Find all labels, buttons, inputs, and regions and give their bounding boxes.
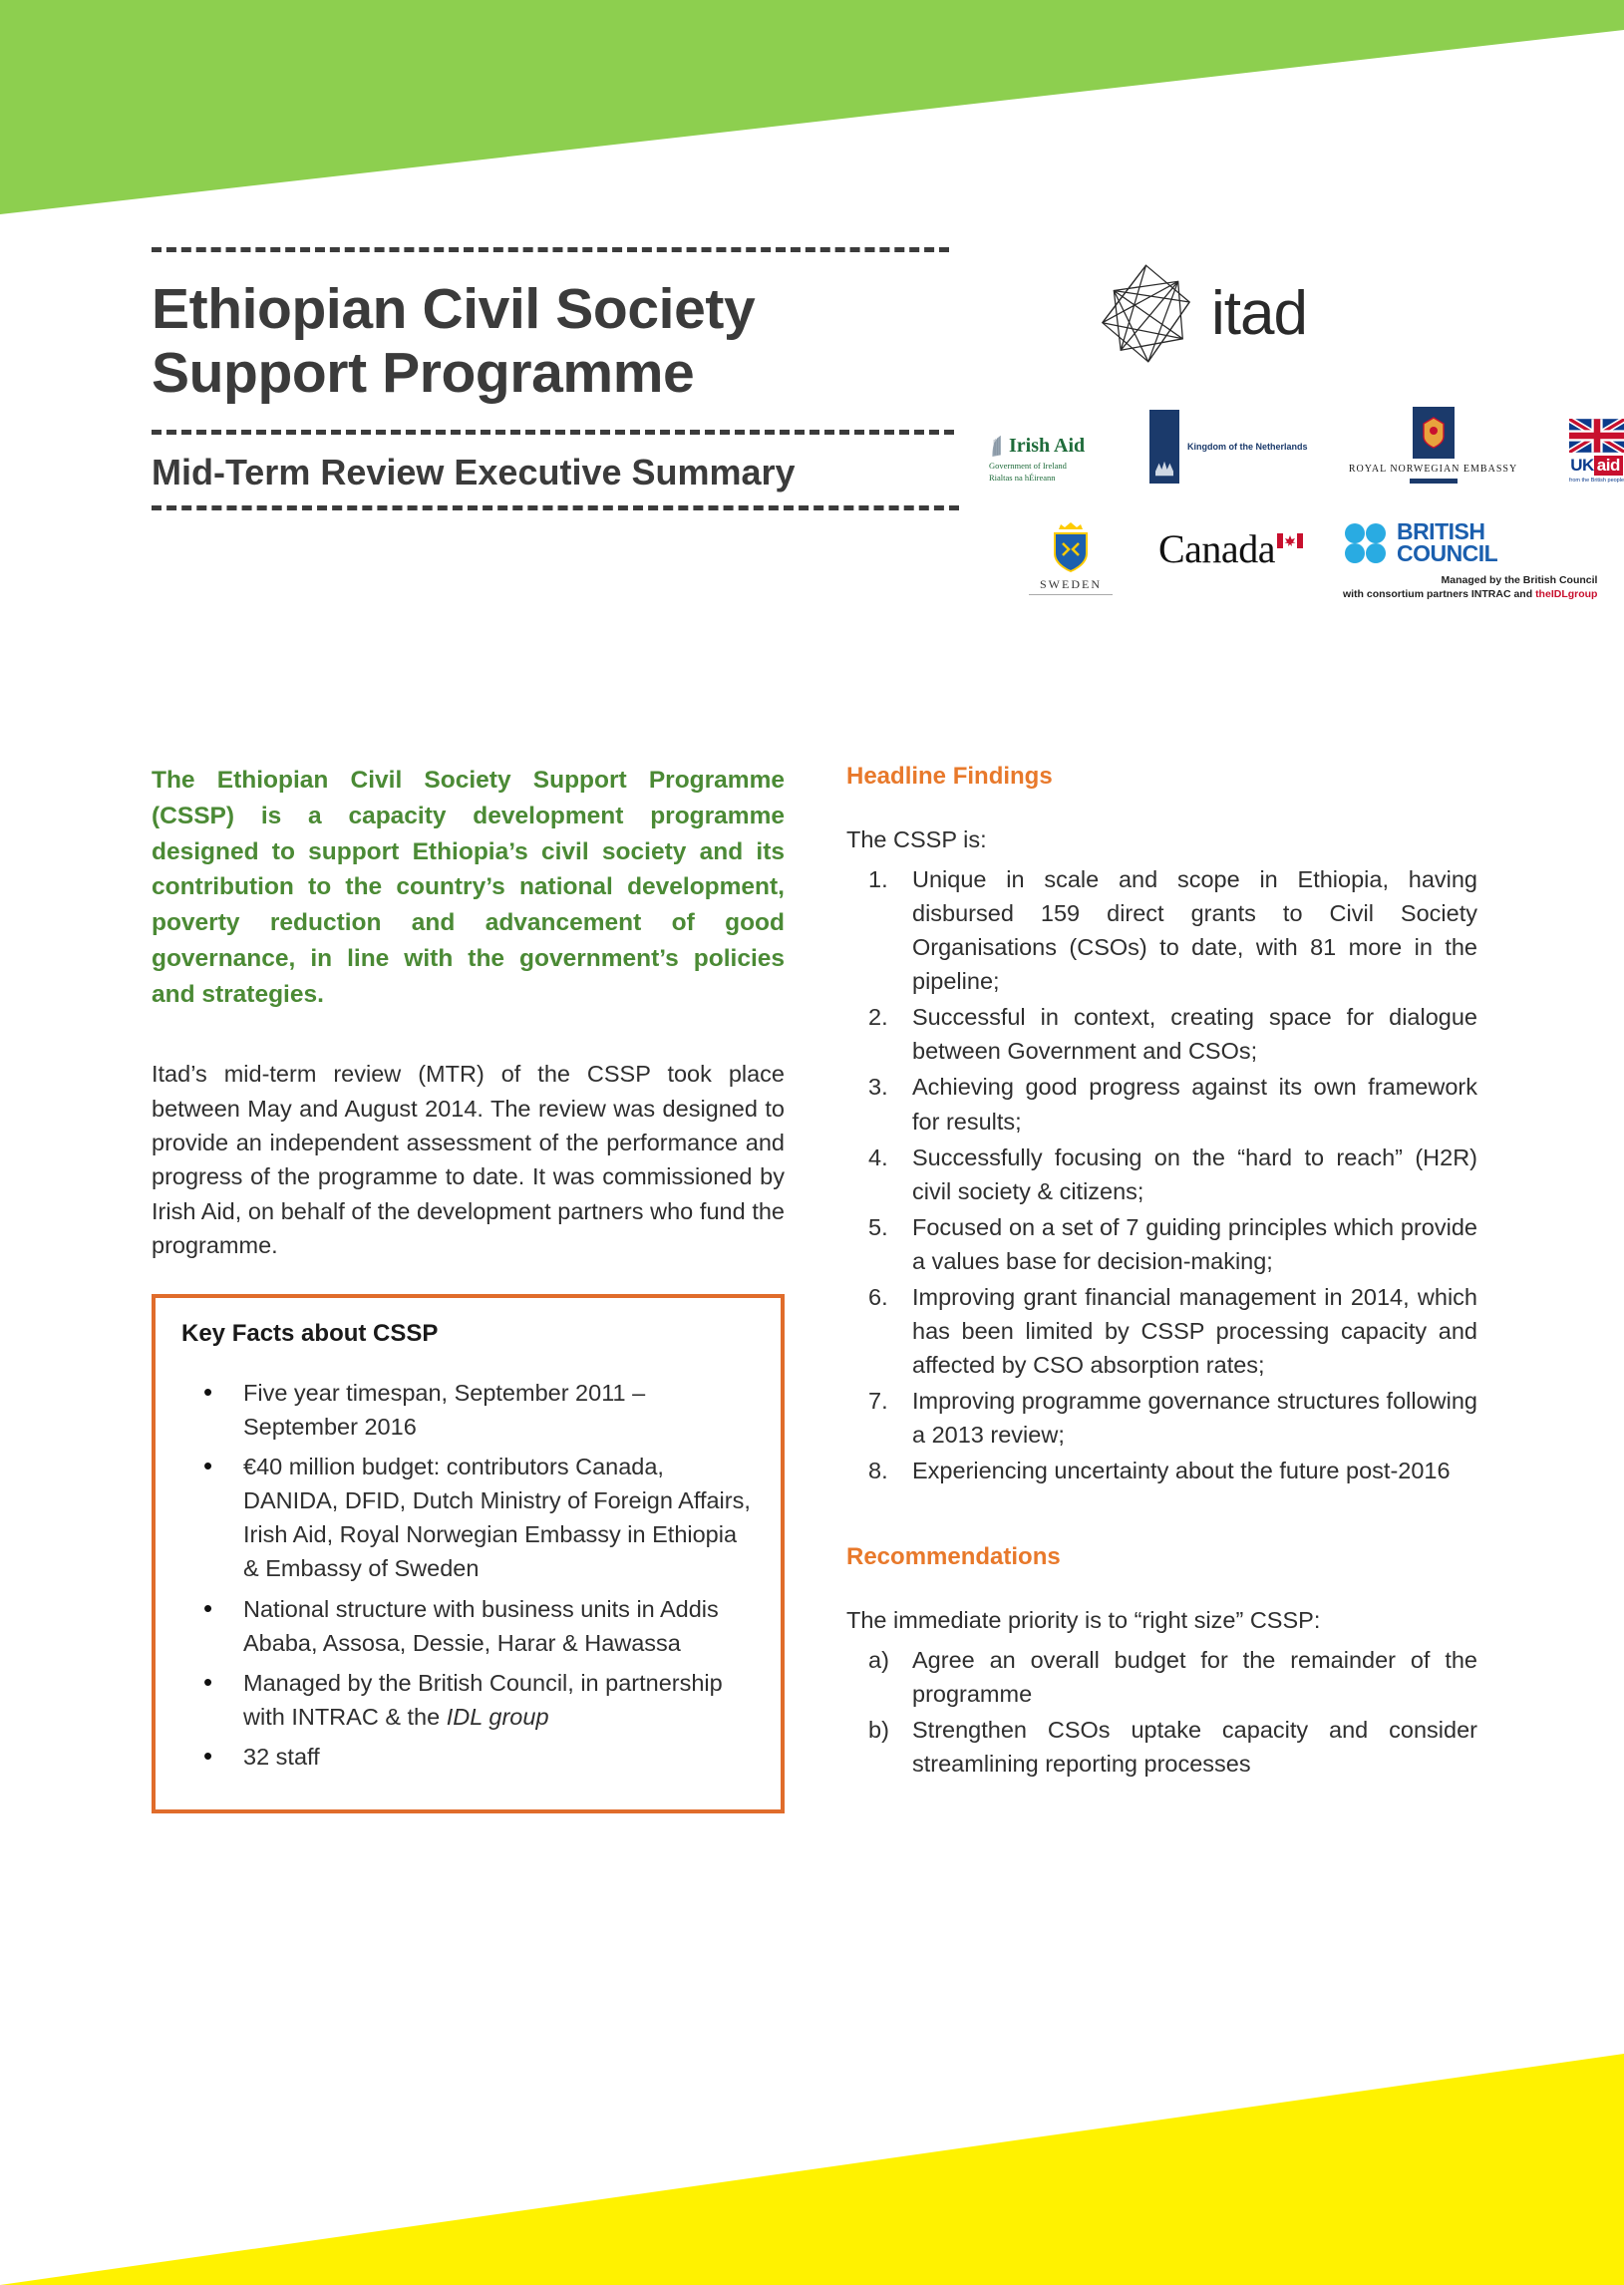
norway-underbar: [1410, 479, 1458, 484]
list-item: [846, 1141, 1477, 1208]
findings-intro: The CSSP is:: [846, 826, 987, 852]
list-item: [846, 1210, 1477, 1278]
dashed-rule-middle: [152, 430, 954, 435]
list-text: Achieving good progress against its own framework for results;: [912, 1074, 1477, 1135]
body-columns: [152, 763, 1477, 1813]
dashed-rule-top: [152, 247, 949, 252]
list-text: Successfully focusing on the “hard to reach” (H2R) civil society & citizens;: [912, 1143, 1477, 1204]
ukaid-aid-text: aid: [1594, 456, 1623, 476]
list-text: Agree an overall budget for the remainder of the programme: [912, 1647, 1477, 1708]
list-marker: b): [868, 1717, 889, 1744]
union-jack-icon: [1569, 419, 1624, 453]
uk-aid-logo: [1559, 419, 1624, 484]
list-marker: 3.: [868, 1074, 888, 1101]
donor-logos-row-2: [989, 518, 1624, 601]
left-column: [152, 763, 785, 1813]
irish-aid-subline-1: Government of Ireland: [989, 460, 1067, 471]
lion-crest-icon: [1422, 417, 1446, 449]
yellow-corner-wedge: [0, 2036, 1624, 2285]
list-text: Strengthen CSOs uptake capacity and consider streamlining reporting processes: [912, 1717, 1477, 1778]
british-council-line-2: COUNCIL: [1396, 540, 1498, 566]
british-council-logo: [1342, 518, 1598, 601]
list-marker: 1.: [868, 866, 888, 893]
british-council-caption: [1343, 573, 1598, 601]
list-item: [846, 1000, 1477, 1068]
list-item: • 32 staff: [181, 1740, 755, 1774]
list-item: • Five year timespan, September 2011 – September 2016: [181, 1376, 755, 1444]
list-marker: 2.: [868, 1004, 888, 1031]
list-item: [181, 1666, 755, 1734]
bc-caption-line-2: [1343, 587, 1598, 601]
list-marker: 7.: [868, 1388, 888, 1414]
list-text: Improving programme governance structures following a 2013 review;: [912, 1388, 1477, 1449]
idl-group-italic: IDL group: [446, 1703, 549, 1730]
norway-shield-icon: [1413, 407, 1455, 459]
harp-icon: [989, 433, 1006, 459]
list-marker: a): [868, 1647, 889, 1674]
list-text: Improving grant financial management in 2014, which has been limited by CSSP processing capacity and affected by CSO absorption rates;: [912, 1283, 1477, 1378]
list-item: [846, 1643, 1477, 1711]
list-item: [846, 1280, 1477, 1382]
list-text: Experiencing uncertainty about the future post-2016: [912, 1458, 1451, 1484]
list-marker: 8.: [868, 1458, 888, 1484]
crown-icon: [1153, 460, 1175, 478]
key-facts-title: Key Facts about CSSP: [181, 1320, 439, 1348]
list-text: Successful in context, creating space for dialogue between Government and CSOs;: [912, 1004, 1477, 1065]
list-item: • €40 million budget: contributors Canada, DANIDA, DFID, Dutch Ministry of Foreign Affairs, Irish Aid, Royal Norwegian Embassy in Ethiopia & Embassy of Sweden: [181, 1450, 755, 1585]
british-council-dots-icon: [1343, 521, 1389, 565]
list-item: [846, 1454, 1477, 1487]
recommendations-list: [846, 1643, 1477, 1781]
list-item: [846, 1070, 1477, 1138]
itad-network-mark: [1089, 256, 1203, 371]
itad-wordmark: itad: [1211, 278, 1307, 348]
sweden-crest-icon: [1047, 521, 1095, 575]
ukaid-uk-text: UK: [1570, 456, 1594, 475]
donor-logos-row-1: [989, 407, 1624, 484]
page-subtitle: Mid-Term Review Executive Summary: [152, 451, 796, 492]
canada-flag-icon: [1277, 533, 1303, 548]
right-column: [846, 763, 1477, 1813]
bc-caption-line-1: Managed by the British Council: [1441, 574, 1598, 586]
list-item: [846, 1713, 1477, 1781]
royal-norwegian-embassy-logo: [1334, 407, 1533, 484]
netherlands-flag-bar: [1149, 410, 1179, 484]
recommendations-heading: Recommendations: [846, 1543, 1061, 1571]
headline-findings-list: [846, 862, 1477, 1487]
key-facts-list: [181, 1376, 755, 1774]
sweden-label: SWEDEN: [1040, 577, 1102, 591]
review-paragraph: Itad’s mid-term review (MTR) of the CSSP took place between May and August 2014. The review was designed to provide an independent assessment of the performance and progress of the programme to date. It was commissioned by Irish Aid, on behalf of the development partners who fund the programme.: [152, 1061, 785, 1258]
idl-group-text: theIDLgroup: [1535, 588, 1598, 601]
canada-logo: [1158, 521, 1303, 569]
list-item: [846, 1384, 1477, 1452]
managed-by-prefix: Managed by the British Council, in partnership with INTRAC & the: [243, 1669, 723, 1730]
list-item: [846, 862, 1477, 998]
bc-caption-prefix: with consortium partners INTRAC and: [1342, 588, 1536, 601]
list-marker: 6.: [868, 1283, 888, 1310]
irish-aid-logo: [989, 433, 1124, 484]
logo-block: [959, 247, 1624, 601]
page-title: Ethiopian Civil Society Support Programme: [152, 277, 756, 405]
list-item: • National structure with business units in Addis Ababa, Assosa, Dessie, Harar & Hawassa: [181, 1592, 755, 1660]
itad-logo: [1089, 253, 1624, 373]
irish-aid-subline-2: Rialtas na hÉireann: [989, 473, 1056, 484]
sweden-underline: [1029, 594, 1113, 595]
lead-paragraph: The Ethiopian Civil Society Support Programme (CSSP) is a capacity development programme designed to support Ethiopia’s civil society and its contribution to the country’s national development, poverty reduction and advancement of good governance, in line with the government’s policies and strategies.: [152, 767, 785, 1008]
document-header: [152, 247, 1624, 601]
list-marker: 4.: [868, 1143, 888, 1170]
netherlands-label: Kingdom of the Netherlands: [1187, 442, 1308, 452]
dashed-rule-bottom: [152, 505, 959, 510]
key-facts-box: [152, 1294, 785, 1813]
list-text: Unique in scale and scope in Ethiopia, having disbursed 159 direct grants to Civil Society Organisations (CSOs) to date, with 81 more in the pipeline;: [912, 866, 1477, 995]
green-corner-wedge: [0, 0, 1624, 214]
headline-findings-heading: Headline Findings: [846, 763, 1053, 790]
norway-label: ROYAL NORWEGIAN EMBASSY: [1348, 464, 1518, 475]
header-title-block: [152, 247, 959, 510]
list-text: Focused on a set of 7 guiding principles which provide a values base for decision-making;: [912, 1213, 1477, 1274]
netherlands-logo: [1149, 410, 1308, 484]
recommendations-intro: The immediate priority is to “right size” CSSP:: [846, 1607, 1321, 1634]
canada-wordmark: Canada: [1158, 526, 1275, 571]
list-marker: 5.: [868, 1213, 888, 1240]
british-council-line-1: BRITISH: [1396, 518, 1485, 545]
irish-aid-name: Irish Aid: [1009, 434, 1086, 457]
sweden-logo: [1023, 521, 1119, 595]
ukaid-subline: from the British people: [1569, 478, 1624, 484]
